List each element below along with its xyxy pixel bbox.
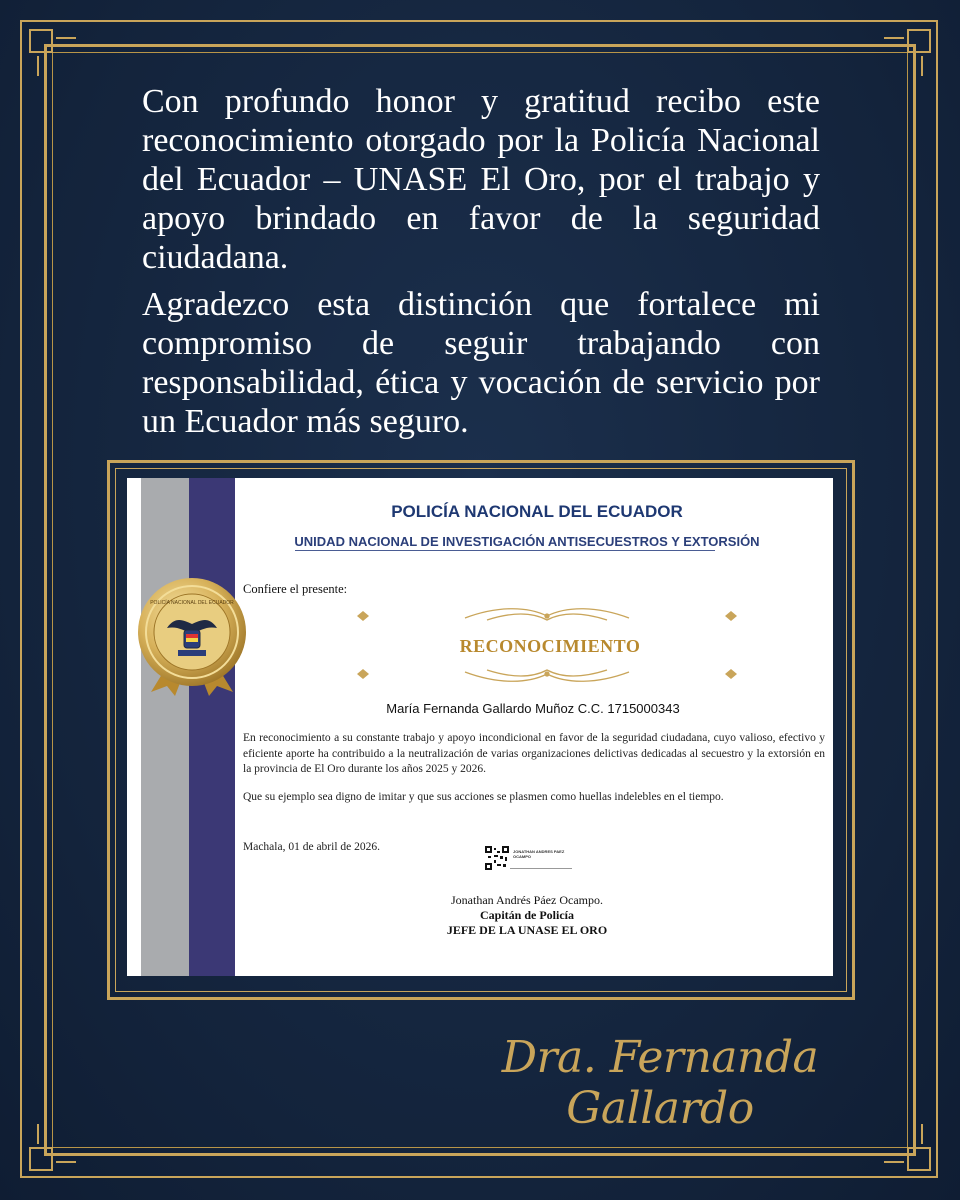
certificate-award-title: RECONOCIMIENTO — [459, 636, 641, 656]
certificate — [127, 478, 833, 976]
flourish-top-icon — [347, 604, 747, 628]
signer-rank: Capitán de Policía — [479, 908, 574, 922]
certificate-wish: Que su ejemplo sea digno de imitar y que sus acciones se plasmen como huellas indelebles en el tiempo. — [243, 791, 724, 803]
certificate-unit-underline — [295, 550, 715, 551]
qr-caption: JONATHAN ANDRES PAEZ OCAMPO — [513, 849, 565, 859]
certificate-recipient: María Fernanda Gallardo Muñoz C.C. 1715000343 — [386, 701, 680, 716]
intro-paragraph-2: Agradezco esta distinción que fortalece mi compromiso de seguir trabajando con responsabilidad, ética y vocación de servicio por un Ecuador más seguro. — [142, 286, 820, 440]
certificate-grey-band — [141, 478, 189, 976]
signature-line — [510, 868, 572, 869]
signer-role: JEFE DE LA UNASE EL ORO — [446, 923, 608, 937]
intro-paragraph-1: Con profundo honor y gratitud recibo este reconocimiento otorgado por la Policía Nacional del Ecuador – UNASE El Oro, por el trabajo y apoyo brindado en favor de la seguridad ciudadana. — [142, 83, 820, 276]
certificate-signer — [357, 893, 697, 938]
signer-name: Jonathan Andrés Páez Ocampo. — [451, 893, 603, 907]
seal-text: POLICÍA NACIONAL DEL ECUADOR — [150, 600, 234, 606]
certificate-body: En reconocimiento a su constante trabajo y apoyo incondicional en favor de la seguridad ciudadana, cuyo valioso, efectivo y eficiente aporte ha contribuido a la neutralización de varias organizaciones delictivas dedicadas al secuestro y la extorsión en la provincia de El Oro durante los años 2025 y 2026. — [243, 732, 825, 775]
certificate-place-date: Machala, 01 de abril de 2026. — [243, 841, 380, 853]
certificate-purple-band — [189, 478, 235, 976]
certificate-unit-text: UNIDAD NACIONAL DE INVESTIGACIÓN ANTISECUESTROS Y EXTORSIÓN — [294, 534, 760, 549]
certificate-institution: POLICÍA NACIONAL DEL ECUADOR — [391, 502, 683, 521]
certificate-confers: Confiere el presente: — [243, 582, 348, 596]
author-signature: Dra. Fernanda Gallardo — [501, 1032, 819, 1134]
police-seal-icon — [133, 578, 251, 696]
intro-text — [142, 82, 820, 449]
qr-code-icon — [485, 846, 509, 870]
certificate-unit — [267, 533, 787, 550]
flourish-bottom-icon — [347, 662, 747, 686]
